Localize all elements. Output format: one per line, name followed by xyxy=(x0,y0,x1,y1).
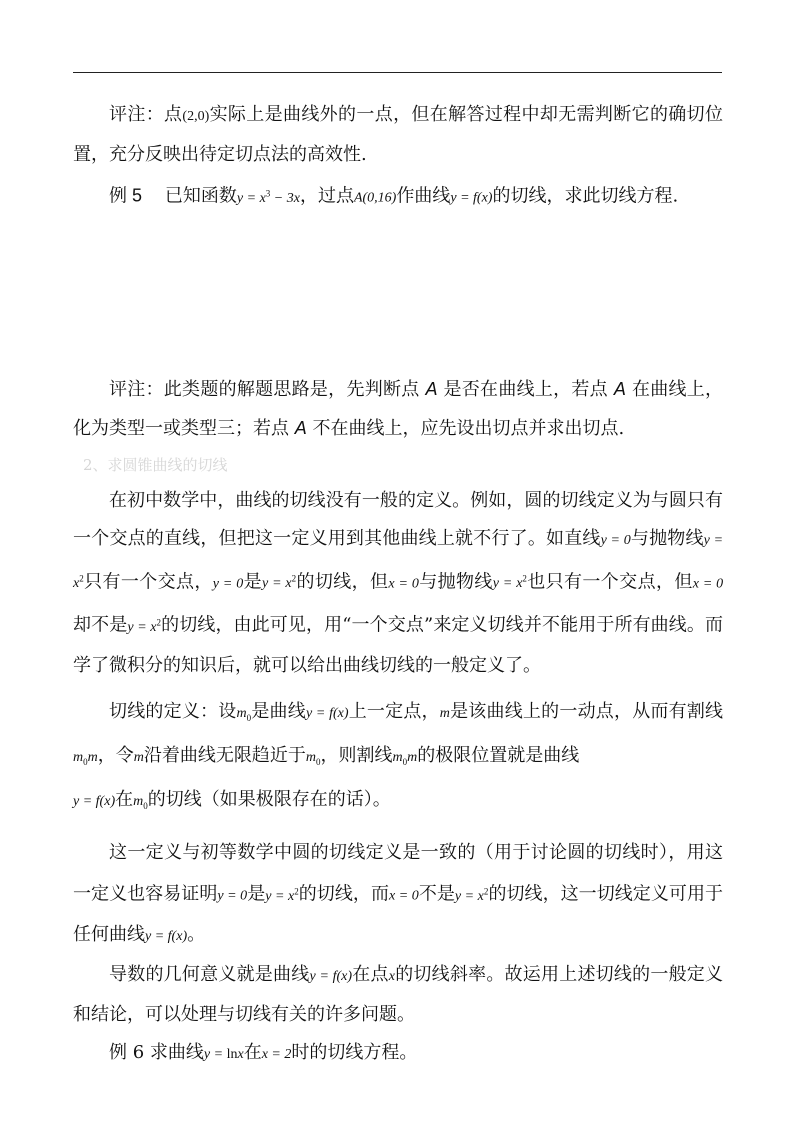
paragraph-tangent-intro: 在初中数学中，曲线的切线没有一般的定义。例如，圆的切线定义为与圆只有一个交点的直线，但把这一定义用到其他曲线上就不行了。如直线y = 0与抛物线$y = x^2$只有一个交点，y = 0是$y = x^2$的切线，但x = 0与抛物线$y = x^2$也只有一个交点，但x = 0却不是$y = x^2$的切线，由此可见，用“一个交点”来定义切线并不能用于所有曲线。而学了微积分的知识后，就可以给出曲线切线的一般定义了。 xyxy=(73,489,724,676)
document-body xyxy=(73,96,723,1074)
example-6: 例 6 求曲线y = lnx在x = 2时的切线方程。 xyxy=(109,1042,418,1064)
blank-space xyxy=(73,218,723,370)
remark-paragraph-2: 评注：此类题的解题思路是，先判断点 A 是否在曲线上，若点 A 在曲线上，化为类型一或类型三；若点 A 不在曲线上，应先设出切点并求出切点. xyxy=(73,378,723,439)
paragraph-derivative-meaning: 导数的几何意义就是曲线y = f(x)在点x的切线斜率。故运用上述切线的一般定义和结论，可以处理与切线有关的许多问题。 xyxy=(73,964,724,1026)
header-rule xyxy=(73,72,722,73)
paragraph-tangent-definition: 切线的定义：设$m_0$是曲线y = f(x)上一定点，m是该曲线上的一动点，从而有割线$m_0m$，令m沿着曲线无限趋近于$m_0$，则割线$m_0m$的极限位置就是曲线 y = f(x)在$m_0$的切线（如果极限存在的话）。 xyxy=(73,700,724,811)
formula-cubic: $y = x^3 - 3x$ xyxy=(236,188,300,206)
remark-paragraph-1: 评注：点(2,0)实际上是曲线外的一点，但在解答过程中却无需判断它的确切位置，充分反映出待定切点法的高效性. xyxy=(73,104,724,165)
paragraph-definition-consistency: 这一定义与初等数学中圆的切线定义是一致的（用于讨论圆的切线时），用这一定义也容易证明y = 0是$y = x^2$的切线，而x = 0不是$y = x^2$的切线，这一切线定义可用于任何曲线y = f(x)。 xyxy=(73,842,723,946)
formula-fx: y = f(x) xyxy=(450,190,493,206)
section-heading: 2、求圆锥曲线的切线 xyxy=(83,455,228,474)
example-5: 例 5 已知函数$y = x^3 - 3x$，过点A(0,16)作曲线y = f(x)的切线，求此切线方程. xyxy=(109,185,679,207)
